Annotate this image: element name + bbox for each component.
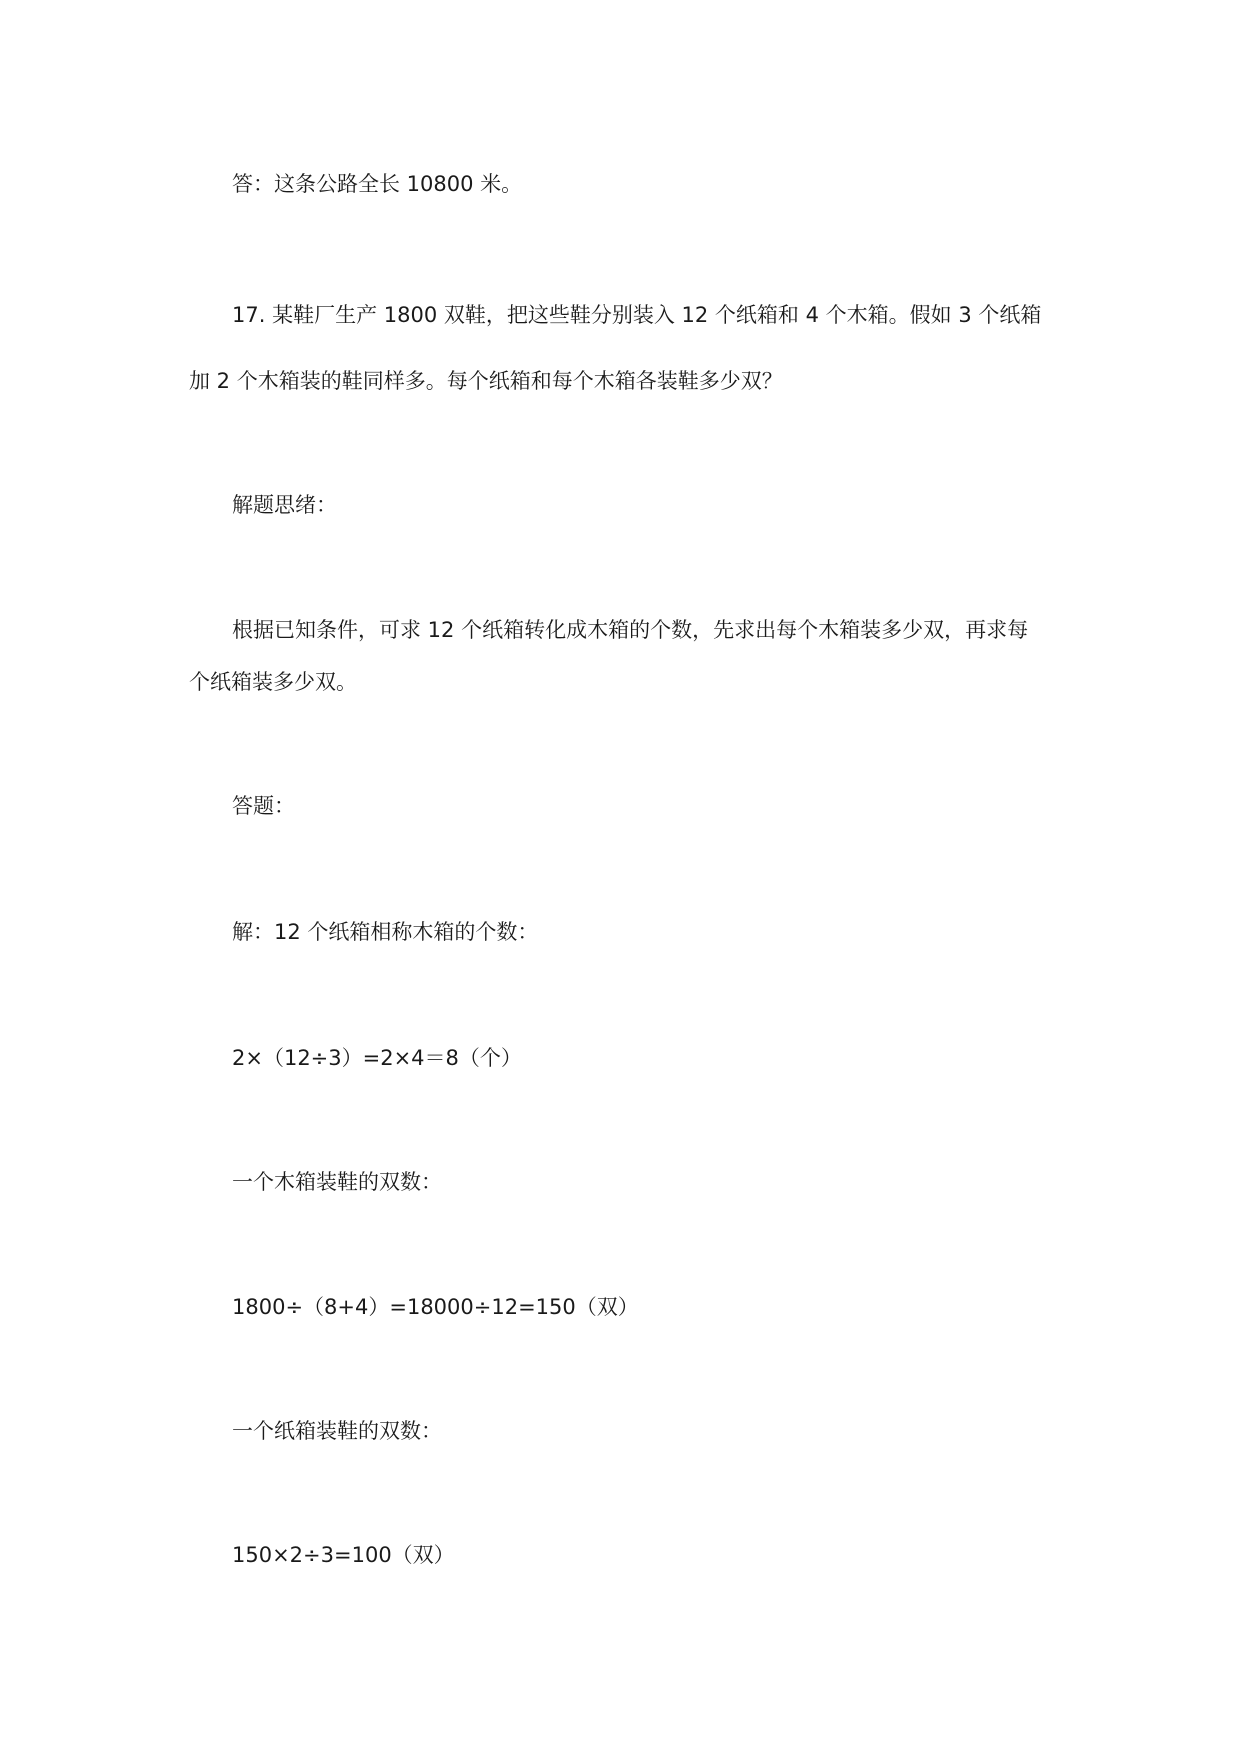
solution-step-3-formula: 150×2÷3=100（双） [232,1543,455,1567]
solution-thinking-line-1: 根据已知条件，可求 12 个纸箱转化成木箱的个数，先求出每个木箱装多少双，再求每 [232,618,1029,642]
answer-previous: 答：这条公路全长 10800 米。 [232,172,523,196]
question-17-line-1: 17. 某鞋厂生产 1800 双鞋，把这些鞋分别装入 12 个纸箱和 4 个木箱。假如 3 个纸箱 [232,303,1042,327]
solution-step-1-label: 解：12 个纸箱相称木箱的个数： [232,920,539,944]
solution-step-3-label: 一个纸箱装鞋的双数： [232,1419,442,1443]
solution-step-1-formula: 2×（12÷3）=2×4＝8（个） [232,1046,522,1070]
question-17-line-2: 加 2 个木箱装的鞋同样多。每个纸箱和每个木箱各装鞋多少双？ [189,369,783,393]
solution-thinking-line-2: 个纸箱装多少双。 [189,670,357,694]
solution-step-2-label: 一个木箱装鞋的双数： [232,1170,442,1194]
solution-thinking-heading: 解题思绪： [232,493,337,517]
answer-heading: 答题： [232,794,295,818]
solution-step-2-formula: 1800÷（8+4）=18000÷12=150（双） [232,1295,639,1319]
